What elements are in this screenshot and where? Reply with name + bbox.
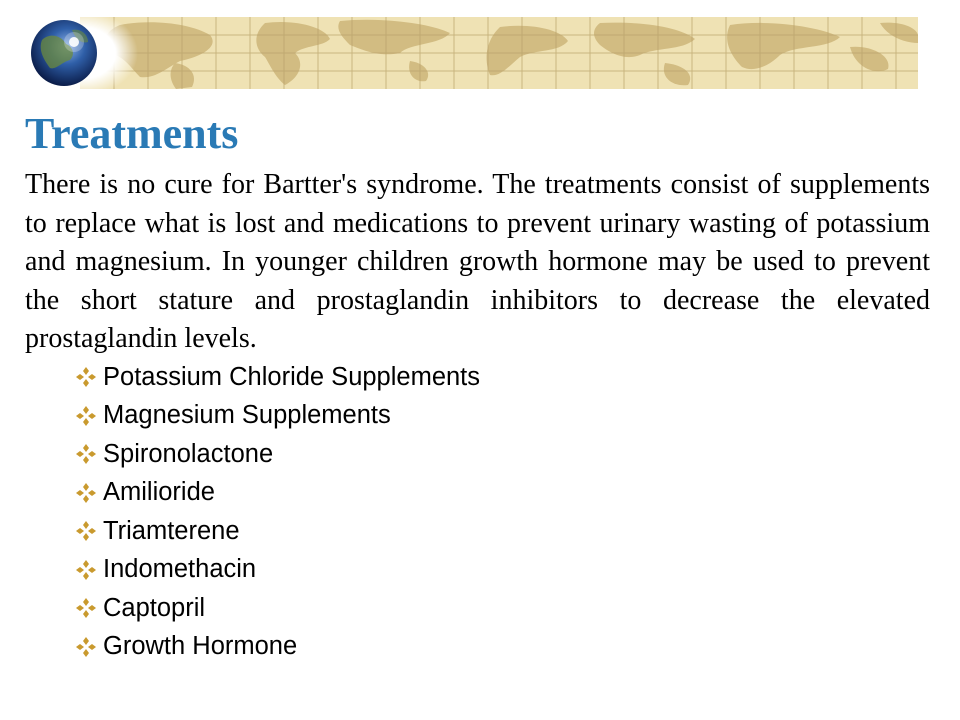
diamond-bullet-icon (75, 366, 97, 388)
diamond-bullet-icon (75, 405, 97, 427)
intro-paragraph: There is no cure for Bartter's syndrome. The treatments consist of supplements to replace what is lost and medications to prevent urinary wasting of potassium and magnesium. In younger children growth hormone may be used to prevent the short stature and prostaglandin inhibitors to decrease the elevated prostaglandin levels. (25, 169, 930, 354)
list-item (75, 512, 480, 551)
list-item (75, 589, 480, 628)
list-item (75, 397, 480, 436)
list-item-label: Growth Hormone (103, 632, 298, 661)
list-item (75, 628, 480, 667)
list-item-label: Triamterene (103, 516, 240, 545)
list-item (75, 435, 480, 474)
list-item-label: Amilioride (103, 478, 215, 507)
world-map-graphic (80, 17, 918, 89)
list-item-label: Captopril (103, 593, 206, 622)
diamond-bullet-icon (75, 636, 97, 658)
list-item-label: Spironolactone (103, 439, 274, 468)
list-item-label: Potassium Chloride Supplements (103, 362, 481, 391)
treatment-list (75, 358, 480, 666)
slide-title: Treatments (25, 109, 239, 158)
diamond-bullet-icon (75, 597, 97, 619)
diamond-bullet-icon (75, 520, 97, 542)
list-item (75, 474, 480, 513)
list-item (75, 551, 480, 590)
globe-icon (26, 10, 138, 96)
list-item-label: Magnesium Supplements (103, 401, 391, 430)
diamond-bullet-icon (75, 482, 97, 504)
diamond-bullet-icon (75, 559, 97, 581)
world-map-banner (80, 17, 918, 89)
list-item (75, 358, 480, 397)
diamond-bullet-icon (75, 443, 97, 465)
list-item-label: Indomethacin (103, 555, 257, 584)
